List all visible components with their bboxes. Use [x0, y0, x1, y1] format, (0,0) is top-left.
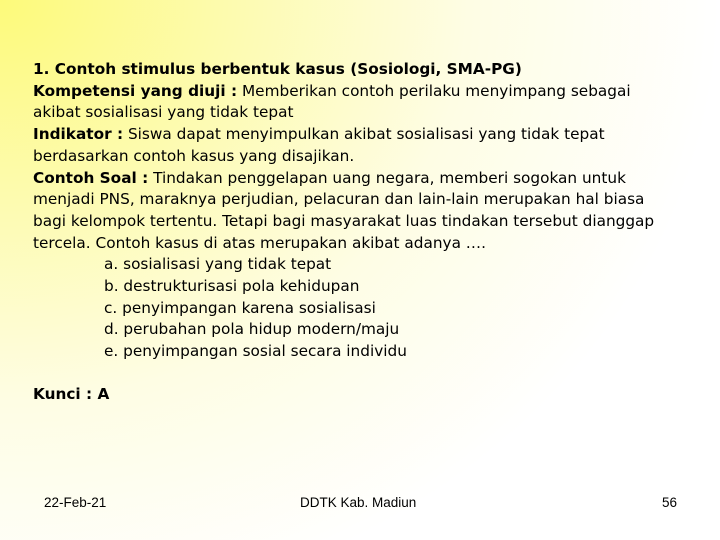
slide-body	[33, 59, 673, 406]
answer-option-b: b. destrukturisasi pola kehidupan	[104, 277, 360, 296]
question-stem-text: Tindakan penggelapan uang negara, memberi sogokan untuk menjadi PNS, maraknya perjudian, pelacuran dan lain-lain merupakan hal biasa bagi kelompok tertentu. Tetapi bagi masyarakat luas tindakan tersebut dianggap tercela. Contoh kasus di atas merupakan akibat adanya ….	[33, 168, 655, 252]
question-stem-paragraph	[33, 168, 673, 255]
answer-option-c: c. penyimpangan karena sosialisasi	[104, 298, 376, 317]
footer-page-number: 56	[662, 495, 678, 510]
footer-organization: DDTK Kab. Madiun	[300, 495, 417, 510]
answer-options	[33, 254, 673, 363]
answer-key: Kunci : A	[33, 384, 110, 403]
competency-paragraph	[33, 81, 673, 124]
competency-text: Memberikan contoh perilaku menyimpang sebagai akibat sosialisasi yang tidak tepat	[33, 81, 631, 122]
answer-option-a: a. sosialisasi yang tidak tepat	[104, 255, 332, 274]
footer-date: 22-Feb-21	[44, 495, 107, 510]
answer-option-e: e. penyimpangan sosial secara individu	[104, 342, 407, 361]
indicator-label: Indikator :	[33, 125, 124, 144]
question-title: 1. Contoh stimulus berbentuk kasus (Sosiologi, SMA-PG)	[33, 60, 522, 78]
answer-option-d: d. perubahan pola hidup modern/maju	[104, 320, 400, 339]
question-stem-label: Contoh Soal :	[33, 168, 149, 187]
indicator-paragraph	[33, 124, 673, 167]
indicator-text: Siswa dapat menyimpulkan akibat sosialisasi yang tidak tepat berdasarkan contoh kasus yang disajikan.	[33, 125, 605, 165]
competency-label: Kompetensi yang diuji :	[33, 81, 238, 100]
